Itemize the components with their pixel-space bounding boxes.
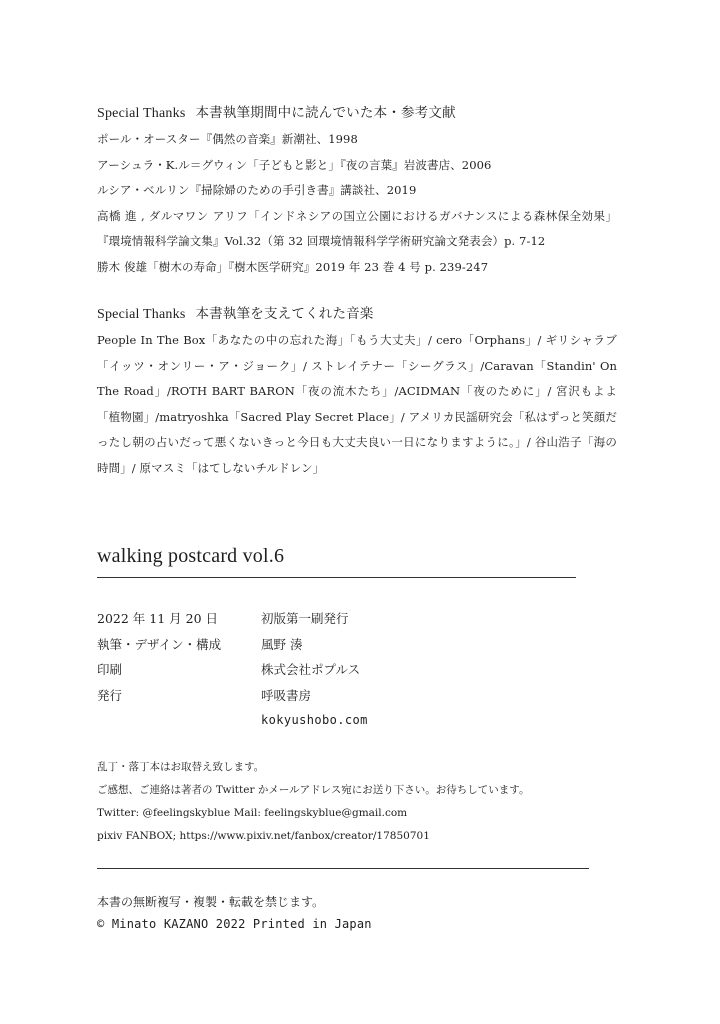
notes-section [97,756,617,848]
note-exchange: 乱丁・落丁本はお取替え致します。 [97,761,265,773]
note-contact: ご感想、ご連絡は著者の Twitter かメールアドレス宛にお送り下さい。お待ちしています。 [97,784,530,796]
thanks-books-title: 本書執筆期間中に読んでいた本・参考文献 [195,105,456,121]
footer-rule [97,868,589,869]
reference-item: 勝木 俊雄「樹木の寿命」『樹木医学研究』2019 年 23 巻 4 号 p. 239-247 [97,259,489,274]
reference-item: ポール・オースター『偶然の音楽』新潮社、1998 [97,132,358,146]
printer-label: 印刷 [97,662,123,677]
thanks-books-section [97,103,617,280]
thanks-music-heading [97,304,617,325]
thanks-music-title: 本書執筆を支えてくれた音楽 [195,306,374,322]
reference-item: ルシア・ベルリン『掃除婦のための手引き書』講談社、2019 [97,183,417,197]
colophon-table [97,606,497,736]
note-twitter-mail: Twitter: @feelingskyblue Mail: feelingskyblue@gmail.com [97,807,408,819]
reference-item: アーシュラ・K.ル＝グウィン「子どもと影と」『夜の言葉』岩波書店、2006 [97,157,492,172]
publish-date: 2022 年 11 月 20 日 [97,611,218,626]
printer-name: 株式会社ポプルス [261,662,361,677]
music-list: People In The Box「あなたの中の忘れた海」「もう大丈夫」/ cero「Orphans」/ ギリシャラブ「イッツ・オンリー・ア・ジョーク」/ ストレイテナー「シーグラス」/Caravan「Standin' On The Road」/ROTH BART BARON「夜の流木たち」/ACIDMAN「夜のために」/ 宮沢もよよ「植物園」/matryoshka「Sacred Play Secret Place」/ アメリカ民謡研究会「私はずっと笑顔だったし朝の占いだって悪くないきっと今日も大丈夫良い一日になりますように。」/ 谷山浩子「海の時間」/ 原マスミ「はてしないチルドレン」 [97,333,617,475]
edition: 初版第一刷発行 [261,611,349,626]
thanks-music-label: Special Thanks [97,307,186,322]
thanks-books-label: Special Thanks [97,106,186,121]
thanks-music-section [97,304,617,481]
copyright-notice: 本書の無断複写・複製・転載を禁じます。 [97,895,325,909]
author-name: 風野 湊 [261,637,303,652]
publisher-name: 呼吸書房 [261,688,312,703]
footer-section [97,891,617,935]
publisher-url: kokyushobo.com [261,713,368,727]
reference-item: 高橋 進 , ダルマワン アリフ「インドネシアの国立公園におけるガバナンスによる森林保全効果」『環境情報科学論文集』Vol.32（第 32 回環境情報科学学術研究論文発表会）p. 7-12 [97,208,617,248]
book-title: walking postcard vol.6 [97,545,285,567]
author-label: 執筆・デザイン・構成 [97,637,222,652]
note-fanbox: pixiv FANBOX; https://www.pixiv.net/fanbox/creator/17850701 [97,830,430,842]
publisher-label: 発行 [97,688,123,703]
copyright-line: © Minato KAZANO 2022 Printed in Japan [97,917,372,931]
thanks-books-heading [97,103,617,124]
title-rule [97,577,576,578]
